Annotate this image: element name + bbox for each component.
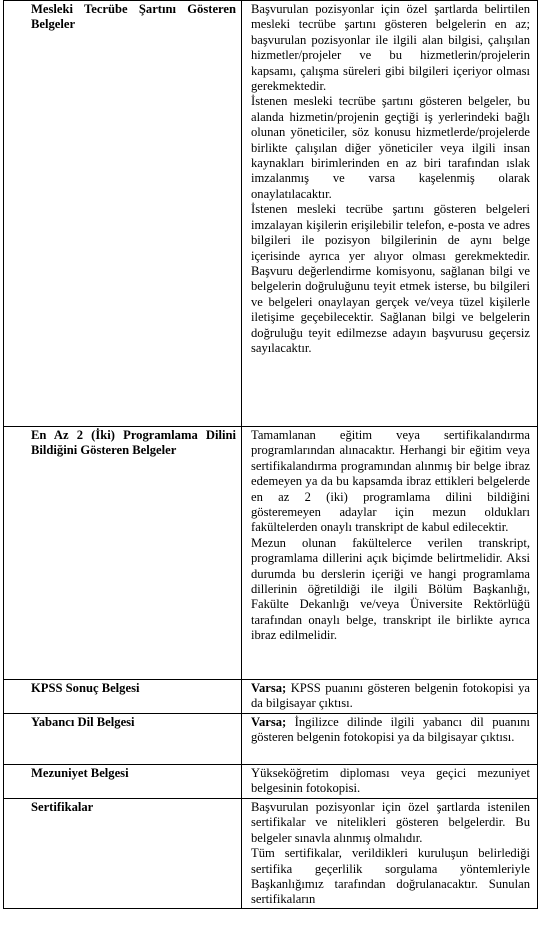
table-row xyxy=(4,799,538,909)
paragraph: Tamamlanan eğitim veya sertifikalandırma programlarından alınacaktır. Herhangi bir eğitim veya sertifikalandırma programından alınmış bir belge ibraz edemeyen ya da bu kapsamda ibraz ettikleri belgelerde en az 2 (iki) programlama dilini bildiğini gösteremeyen adaylar için mezun oldukları fakültelerden onaylı transkript de kabul edilecektir. xyxy=(251,428,530,535)
row-content xyxy=(242,680,538,714)
paragraph: Mezun olunan fakültelerce verilen transkript, programlama dillerini açık biçimde belirtmelidir. Aksi durumda bu derslerin içeriği ve hangi programlama dillerinin öğretildiği ile ilgili Bölüm Başkanlığı, Fakülte Dekanlığı ve/veya Üniversite Rektörlüğü tarafından onaylı belge, transkript ile birlikte ayrıca ibraz edilmelidir. xyxy=(251,535,530,643)
paragraph: Başvurulan pozisyonlar için özel şartlarda istenilen sertifikalar ve nitelikleri gösteren belgelerdir. Bu belgeler sınavla alınmış olmalıdır. xyxy=(251,800,530,845)
paragraph-text: İngilizce dilinde ilgili yabancı dil puanını gösteren belgenin fotokopisi ya da bilgisayar çıktısı. xyxy=(251,715,530,745)
paragraph: Yükseköğretim diploması veya geçici mezuniyet belgesinin fotokopisi. xyxy=(251,766,530,796)
row-label: Sertifikalar xyxy=(4,799,242,909)
paragraph: Başvurulan pozisyonlar için özel şartlarda belirtilen mesleki tecrübe şartını gösteren belgelerin en az; başvurulan pozisyonlar ile ilgili alan bilgisi, çalışılan hizmetler/projeler ve bu hizmetlerin/projelerin kapsamı, çalışma süreleri gibi bilgileri içeriyor olması gerekmektedir. xyxy=(251,2,530,94)
table-row xyxy=(4,427,538,680)
lead-text: Varsa; xyxy=(251,715,287,729)
table-row xyxy=(4,680,538,714)
paragraph: Tüm sertifikalar, verildikleri kuruluşun belirlediği sertifika geçerlilik sorgulama yöntemleriyle Başkanlığımız tarafından doğrulanacaktır. Sunulan sertifikaların xyxy=(251,846,530,907)
table-row xyxy=(4,765,538,799)
paragraph xyxy=(251,715,530,746)
row-content xyxy=(242,799,538,909)
row-label: En Az 2 (İki) Programlama Dilini Bildiğini Gösteren Belgeler xyxy=(4,427,242,680)
paragraph-text: KPSS puanını gösteren belgenin fotokopisi ya da bilgisayar çıktısı. xyxy=(251,681,530,711)
row-label: Yabancı Dil Belgesi xyxy=(4,714,242,765)
row-label: Mesleki Tecrübe Şartını Gösteren Belgeler xyxy=(4,1,242,427)
row-label: KPSS Sonuç Belgesi xyxy=(4,680,242,714)
table-row xyxy=(4,1,538,427)
paragraph xyxy=(251,681,530,712)
paragraph: İstenen mesleki tecrübe şartını gösteren belgeler, bu alanda hizmetin/projenin geçtiği iş yerlerindeki bağlı olunan yöneticiler, söz konusu hizmetlerde/projelerde birlikte çalışılan diğer yöneticiler veya ilgili insan kaynakları birimlerinden en az biri tarafından ıslak imzalanmış ve varsa kaşelenmiş olarak onaylatılacaktır. xyxy=(251,94,530,201)
paragraph: İstenen mesleki tecrübe şartını gösteren belgeleri imzalayan kişilerin erişilebilir telefon, e-posta ve adres bilgileri ile pozisyon bilgilerinin de aynı belge içerisinde ayrıca yer alıyor olması gerekmektedir. Başvuru değerlendirme komisyonu, sağlanan bilgi ve belgelerin doğruluğunu teyit etmek isterse, bu bilgileri ve belgeleri onaylayan gerçek ve/veya tüzel kişilerle iletişime geçebilecektir. Sağlanan bilgi ve belgelerin doğruluğu teyit edilmezse adayın başvurusu geçersiz sayılacaktır. xyxy=(251,202,530,355)
row-content xyxy=(242,765,538,799)
row-content xyxy=(242,1,538,427)
row-content xyxy=(242,427,538,680)
table-row xyxy=(4,714,538,765)
row-content xyxy=(242,714,538,765)
lead-text: Varsa; xyxy=(251,681,287,695)
row-label: Mezuniyet Belgesi xyxy=(4,765,242,799)
required-documents-table xyxy=(3,0,538,909)
